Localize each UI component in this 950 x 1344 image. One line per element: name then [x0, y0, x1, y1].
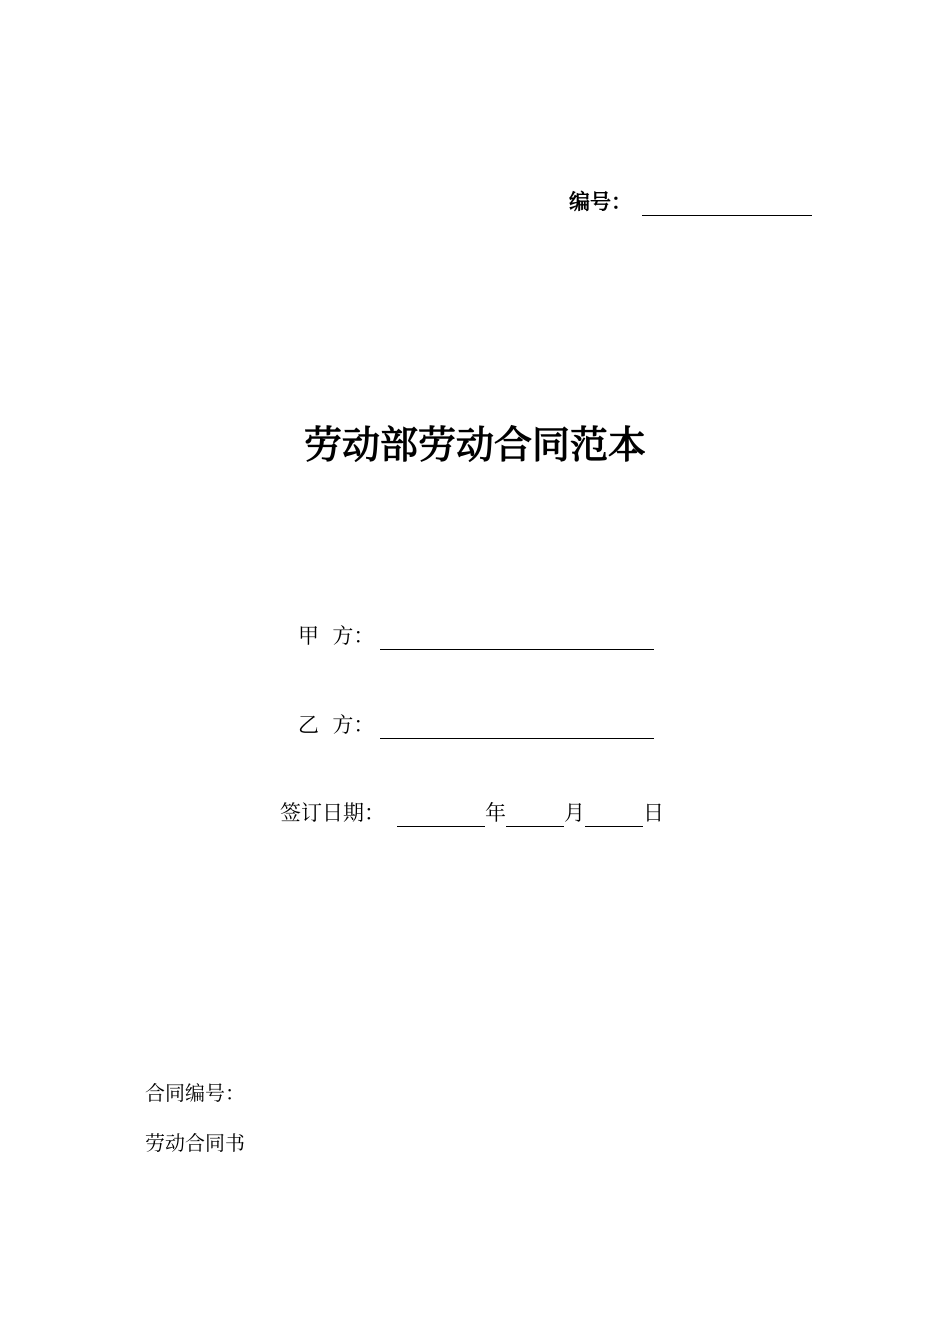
month-blank[interactable] [506, 804, 564, 827]
year-label: 年 [485, 801, 506, 825]
sign-date-field [280, 797, 664, 827]
serial-number-blank[interactable] [642, 193, 812, 216]
contract-book-heading: 劳动合同书 [145, 1131, 245, 1155]
serial-number-field [569, 186, 812, 216]
serial-number-label: 编号： [569, 190, 632, 214]
party-a-field [298, 620, 654, 650]
year-blank[interactable] [397, 804, 485, 827]
day-label: 日 [643, 801, 664, 825]
party-a-blank[interactable] [380, 627, 654, 650]
day-blank[interactable] [585, 804, 643, 827]
party-b-blank[interactable] [380, 716, 654, 739]
party-a-label: 甲 方： [298, 624, 375, 648]
party-b-field [298, 709, 654, 739]
contract-number-label: 合同编号： [145, 1081, 245, 1105]
sign-date-label: 签订日期： [280, 801, 385, 825]
month-label: 月 [564, 801, 585, 825]
party-b-label: 乙 方： [298, 713, 375, 737]
document-title: 劳动部劳动合同范本 [303, 423, 646, 467]
